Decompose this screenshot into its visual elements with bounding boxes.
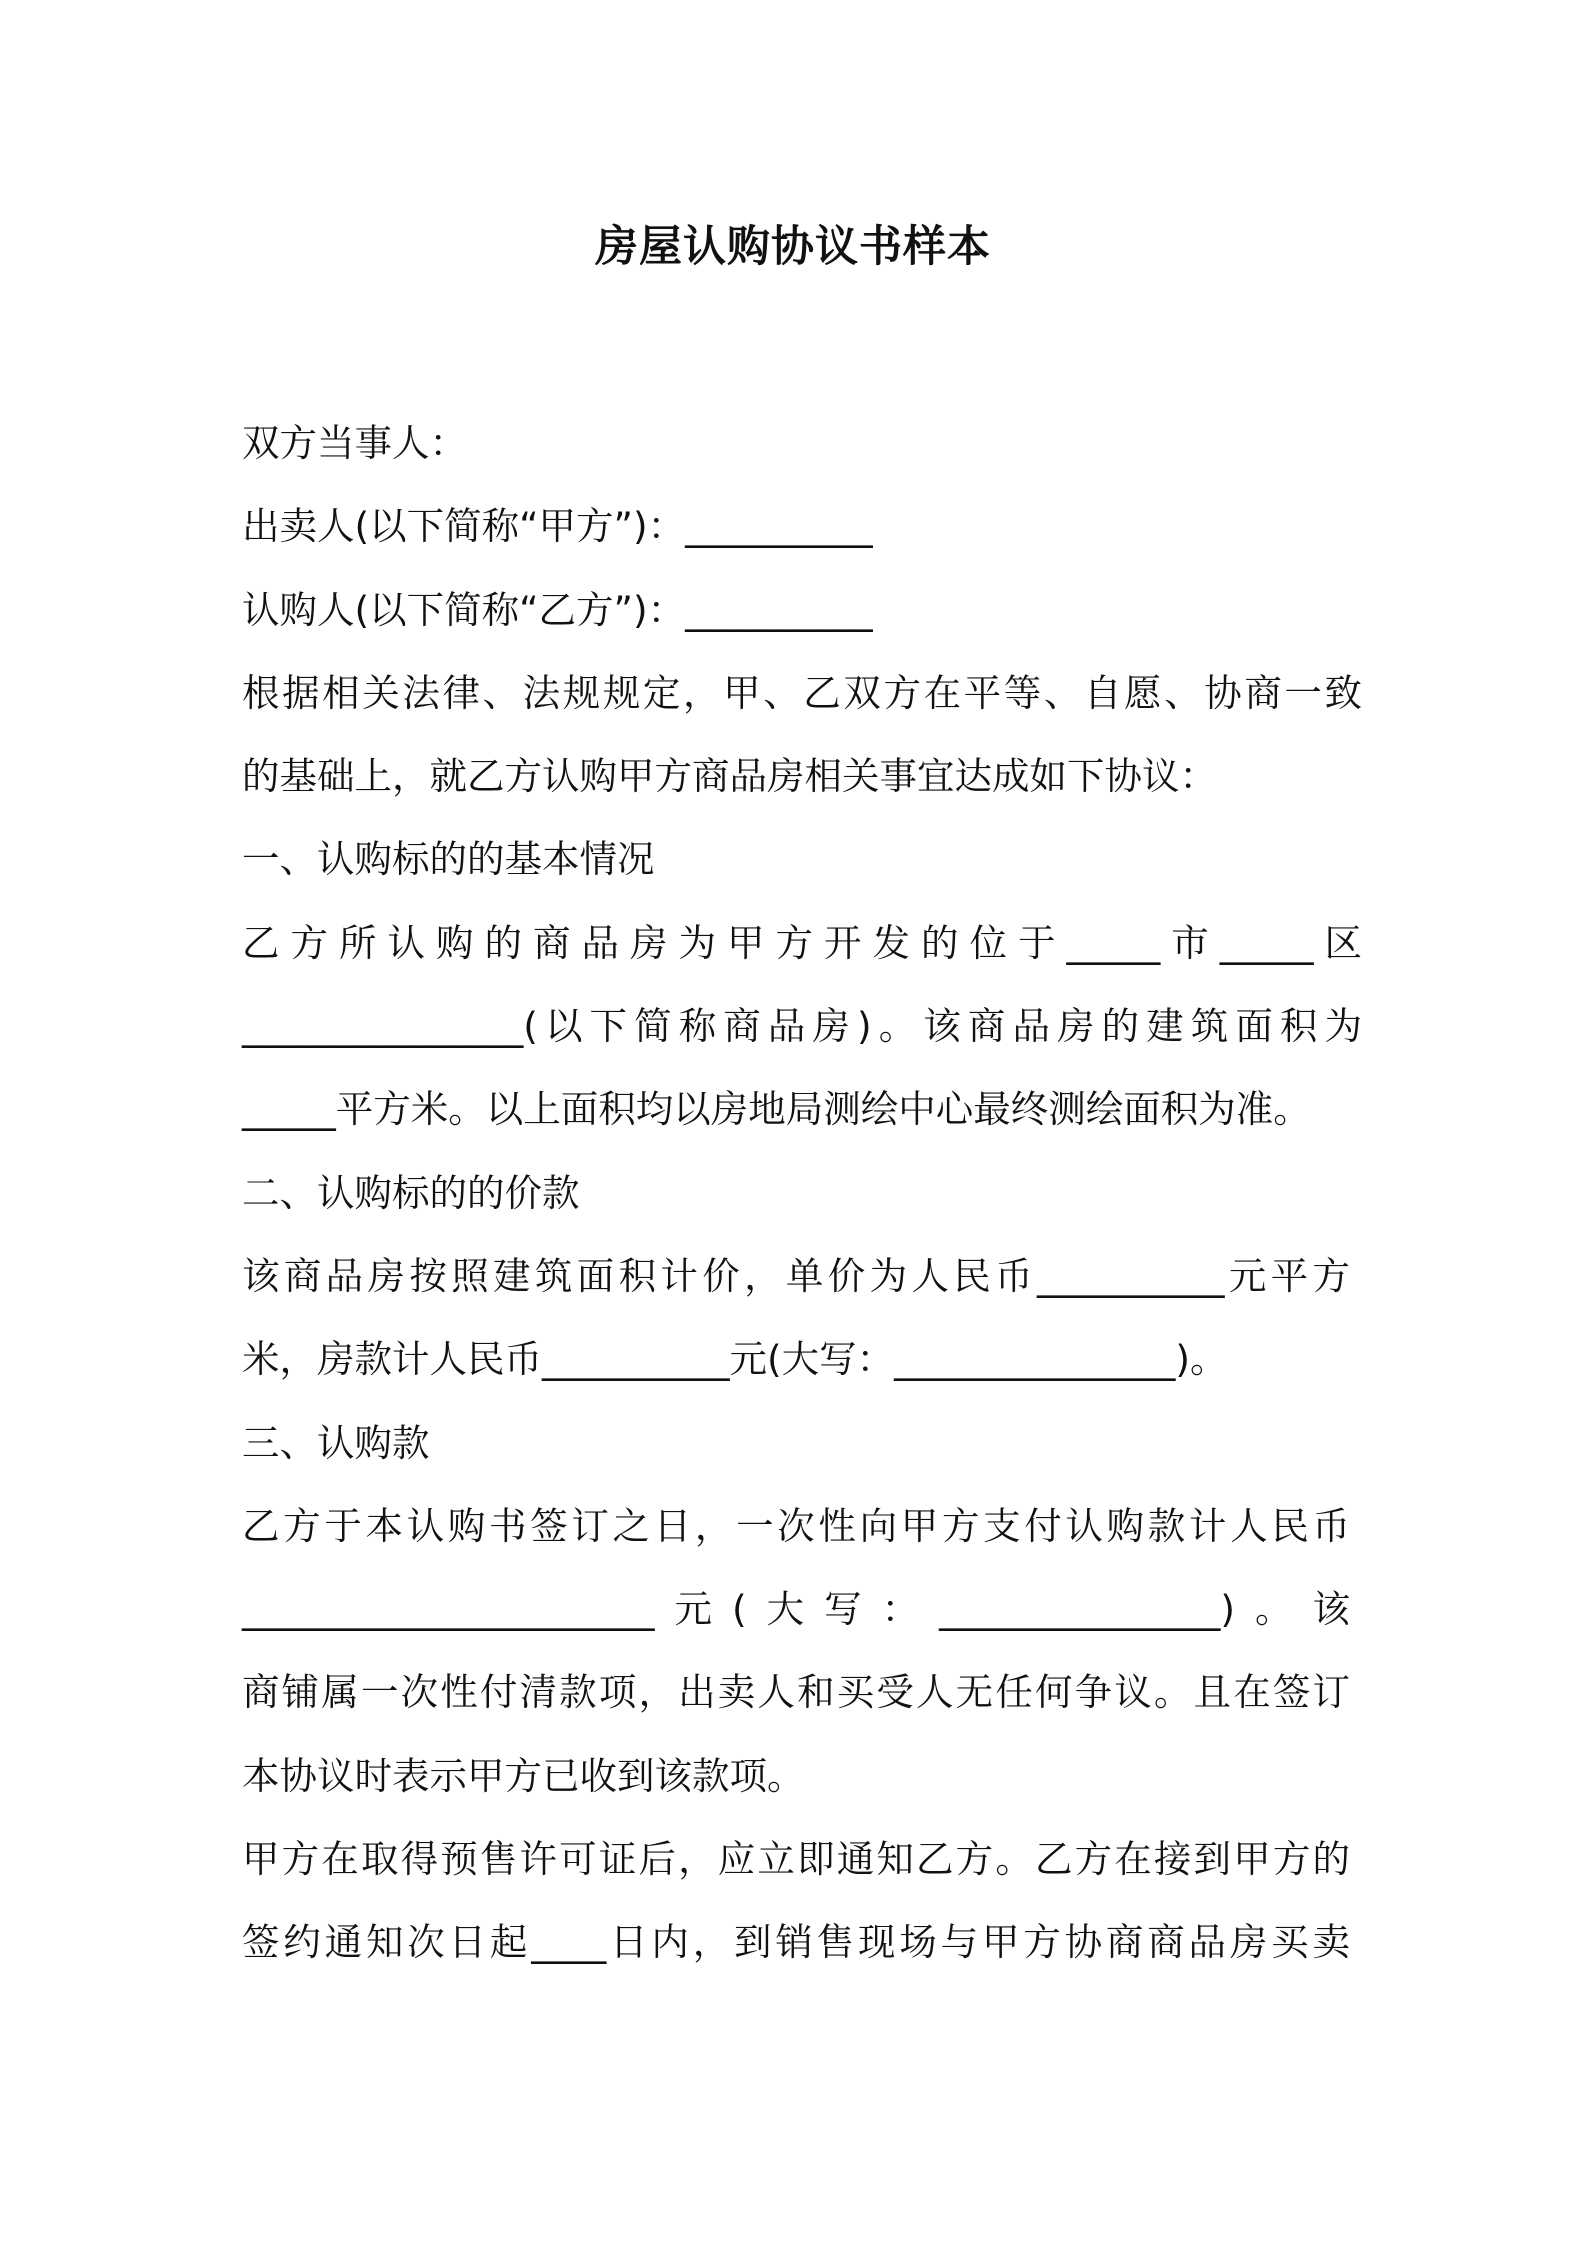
text-line-preamble-2: 的基础上，就乙方认购甲方商品房相关事宜达成如下协议： xyxy=(242,754,1217,799)
section-heading-3: 三、认购款 xyxy=(242,1420,430,1465)
text-line-section2-1: 该商品房按照建筑面积计价，单价为人民币__________元平方 xyxy=(242,1253,1350,1298)
text-line-seller: 出卖人(以下简称“甲方”)：__________ xyxy=(242,504,873,549)
text-line-buyer: 认购人(以下简称“乙方”)：__________ xyxy=(242,587,873,632)
text-line-preamble-1: 根据相关法律、法规规定，甲、乙双方在平等、自愿、协商一致 xyxy=(242,670,1362,715)
text-line-section1-3: _____平方米。以上面积均以房地局测绘中心最终测绘面积为准。 xyxy=(242,1087,1311,1132)
text-line-section2-2: 米，房款计人民币__________元(大写：_______________)。 xyxy=(242,1337,1228,1382)
document-title: 房屋认购协议书样本 xyxy=(595,222,991,272)
text-line-section3-5: 甲方在取得预售许可证后，应立即通知乙方。乙方在接到甲方的 xyxy=(242,1837,1350,1882)
text-line-section3-4: 本协议时表示甲方已收到该款项。 xyxy=(242,1753,805,1798)
text-line-section1-2: _______________(以下简称商品房)。该商品房的建筑面积为 xyxy=(242,1004,1362,1049)
document-body xyxy=(242,402,1362,1985)
text-line-section3-1: 乙方于本认购书签订之日，一次性向甲方支付认购款计人民币 xyxy=(242,1503,1350,1548)
text-line-parties-heading: 双方当事人： xyxy=(242,421,467,465)
text-line-section3-6: 签约通知次日起____日内，到销售现场与甲方协商商品房买卖 xyxy=(242,1920,1350,1965)
section-heading-1: 一、认购标的的基本情况 xyxy=(242,837,655,882)
text-line-section1-1: 乙方所认购的商品房为甲方开发的位于_____市_____区 xyxy=(242,920,1362,965)
text-line-section3-2: ______________________元(大写：_______________)。该 xyxy=(242,1587,1350,1632)
text-line-section3-3: 商铺属一次性付清款项，出卖人和买受人无任何争议。且在签订 xyxy=(242,1670,1350,1715)
section-heading-2: 二、认购标的的价款 xyxy=(242,1170,580,1215)
